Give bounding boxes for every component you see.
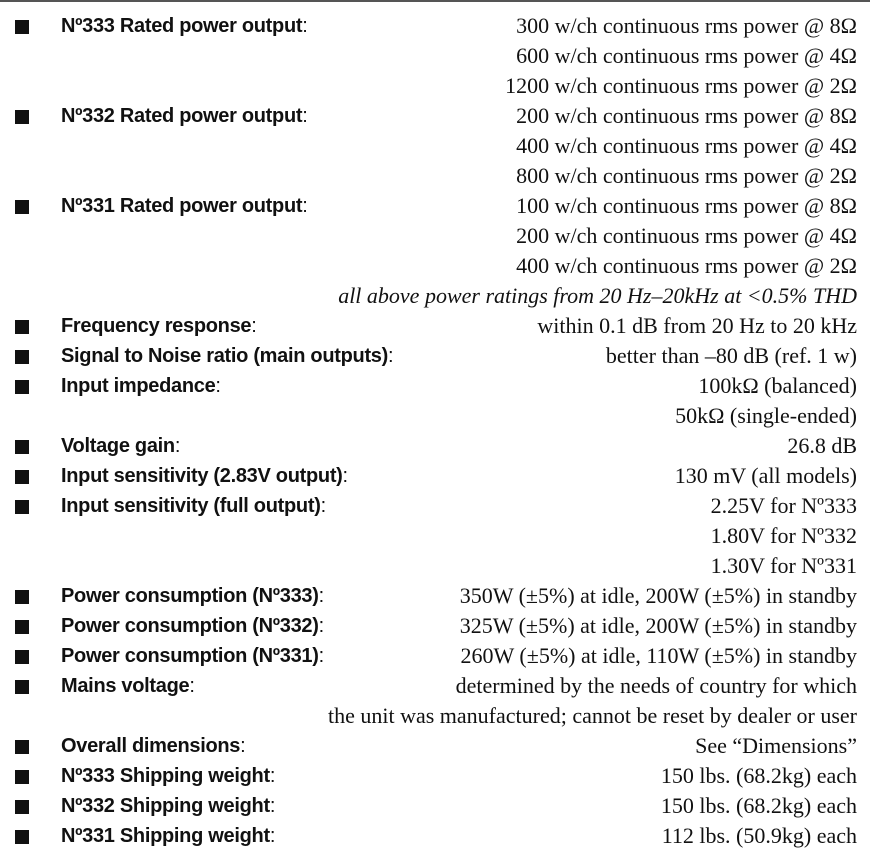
square-bullet-icon <box>15 320 29 334</box>
spec-row <box>0 642 870 672</box>
spec-row <box>0 342 870 372</box>
spec-label: Mains voltage: <box>61 675 195 697</box>
square-bullet-icon <box>15 20 29 34</box>
spec-row <box>0 252 870 282</box>
cut-off-next-line <box>15 853 857 859</box>
spec-label: Power consumption (Nº333): <box>61 585 324 607</box>
square-bullet-icon <box>15 110 29 124</box>
spec-label: Nº331 Rated power output: <box>61 195 308 217</box>
square-bullet-icon <box>15 620 29 634</box>
spec-value: 400 w/ch continuous rms power @ 4Ω <box>516 133 857 158</box>
spec-row <box>0 12 870 42</box>
spec-row <box>0 762 870 792</box>
spec-label: Input sensitivity (full output): <box>61 495 326 517</box>
spec-label: Power consumption (Nº332): <box>61 615 324 637</box>
spec-value: 112 lbs. (50.9kg) each <box>661 823 857 848</box>
square-bullet-icon <box>15 740 29 754</box>
square-bullet-icon <box>15 770 29 784</box>
spec-value: 130 mV (all models) <box>674 463 857 488</box>
square-bullet-icon <box>15 470 29 484</box>
spec-value: 400 w/ch continuous rms power @ 2Ω <box>516 253 857 278</box>
spec-row <box>0 612 870 642</box>
spec-value: 600 w/ch continuous rms power @ 4Ω <box>516 43 857 68</box>
spec-row <box>0 462 870 492</box>
spec-label: Signal to Noise ratio (main outputs): <box>61 345 394 367</box>
spec-row <box>0 72 870 102</box>
square-bullet-icon <box>15 380 29 394</box>
spec-value: 1.80V for Nº332 <box>710 523 857 548</box>
spec-row <box>0 372 870 402</box>
spec-value: 800 w/ch continuous rms power @ 2Ω <box>516 163 857 188</box>
spec-value: 100kΩ (balanced) <box>698 373 857 398</box>
specifications-list <box>0 12 870 852</box>
spec-label: Nº331 Shipping weight: <box>61 825 276 847</box>
spec-row <box>0 582 870 612</box>
spec-label: Nº332 Rated power output: <box>61 105 308 127</box>
spec-value: 200 w/ch continuous rms power @ 4Ω <box>516 223 857 248</box>
page-top-rule <box>0 0 870 2</box>
square-bullet-icon <box>15 500 29 514</box>
spec-value: 26.8 dB <box>787 433 857 458</box>
spec-row <box>0 702 870 732</box>
spec-value: 100 w/ch continuous rms power @ 8Ω <box>516 193 857 218</box>
spec-value: 50kΩ (single-ended) <box>675 403 857 428</box>
spec-row <box>0 282 870 312</box>
spec-row <box>0 162 870 192</box>
power-ratings-note: all above power ratings from 20 Hz–20kHz at <0.5% THD <box>338 283 857 308</box>
spec-row <box>0 312 870 342</box>
spec-value: within 0.1 dB from 20 Hz to 20 kHz <box>537 313 857 338</box>
square-bullet-icon <box>15 800 29 814</box>
spec-value: 1.30V for Nº331 <box>710 553 857 578</box>
spec-value: See “Dimensions” <box>695 733 857 758</box>
spec-label: Nº332 Shipping weight: <box>61 795 276 817</box>
spec-row <box>0 672 870 702</box>
spec-row <box>0 222 870 252</box>
spec-row <box>0 42 870 72</box>
square-bullet-icon <box>15 830 29 844</box>
spec-value: 300 w/ch continuous rms power @ 8Ω <box>516 13 857 38</box>
spec-value: 200 w/ch continuous rms power @ 8Ω <box>516 103 857 128</box>
square-bullet-icon <box>15 200 29 214</box>
spec-label: Power consumption (Nº331): <box>61 645 324 667</box>
spec-row <box>0 192 870 222</box>
spec-label: Input impedance: <box>61 375 221 397</box>
spec-row <box>0 102 870 132</box>
spec-value: 150 lbs. (68.2kg) each <box>660 763 857 788</box>
spec-row <box>0 822 870 852</box>
spec-value: the unit was manufactured; cannot be reset by dealer or user <box>327 703 857 728</box>
spec-value: 2.25V for Nº333 <box>710 493 857 518</box>
spec-value: 150 lbs. (68.2kg) each <box>660 793 857 818</box>
spec-value: 325W (±5%) at idle, 200W (±5%) in standby <box>459 613 857 638</box>
spec-label: Nº333 Shipping weight: <box>61 765 276 787</box>
spec-value: 260W (±5%) at idle, 110W (±5%) in standby <box>460 643 857 668</box>
spec-label: Frequency response: <box>61 315 257 337</box>
spec-row <box>0 792 870 822</box>
spec-value: better than –80 dB (ref. 1 w) <box>605 343 857 368</box>
square-bullet-icon <box>15 440 29 454</box>
spec-label: Input sensitivity (2.83V output): <box>61 465 348 487</box>
spec-value: 1200 w/ch continuous rms power @ 2Ω <box>505 73 857 98</box>
square-bullet-icon <box>15 680 29 694</box>
spec-label: Nº333 Rated power output: <box>61 15 308 37</box>
spec-row <box>0 732 870 762</box>
spec-label: Overall dimensions: <box>61 735 246 757</box>
spec-row <box>0 552 870 582</box>
spec-value: 350W (±5%) at idle, 200W (±5%) in standby <box>459 583 857 608</box>
spec-row <box>0 402 870 432</box>
spec-label: Voltage gain: <box>61 435 181 457</box>
spec-row <box>0 132 870 162</box>
square-bullet-icon <box>15 350 29 364</box>
square-bullet-icon <box>15 650 29 664</box>
spec-row <box>0 522 870 552</box>
square-bullet-icon <box>15 590 29 604</box>
spec-row <box>0 432 870 462</box>
spec-row <box>0 492 870 522</box>
spec-value: determined by the needs of country for which <box>455 673 857 698</box>
